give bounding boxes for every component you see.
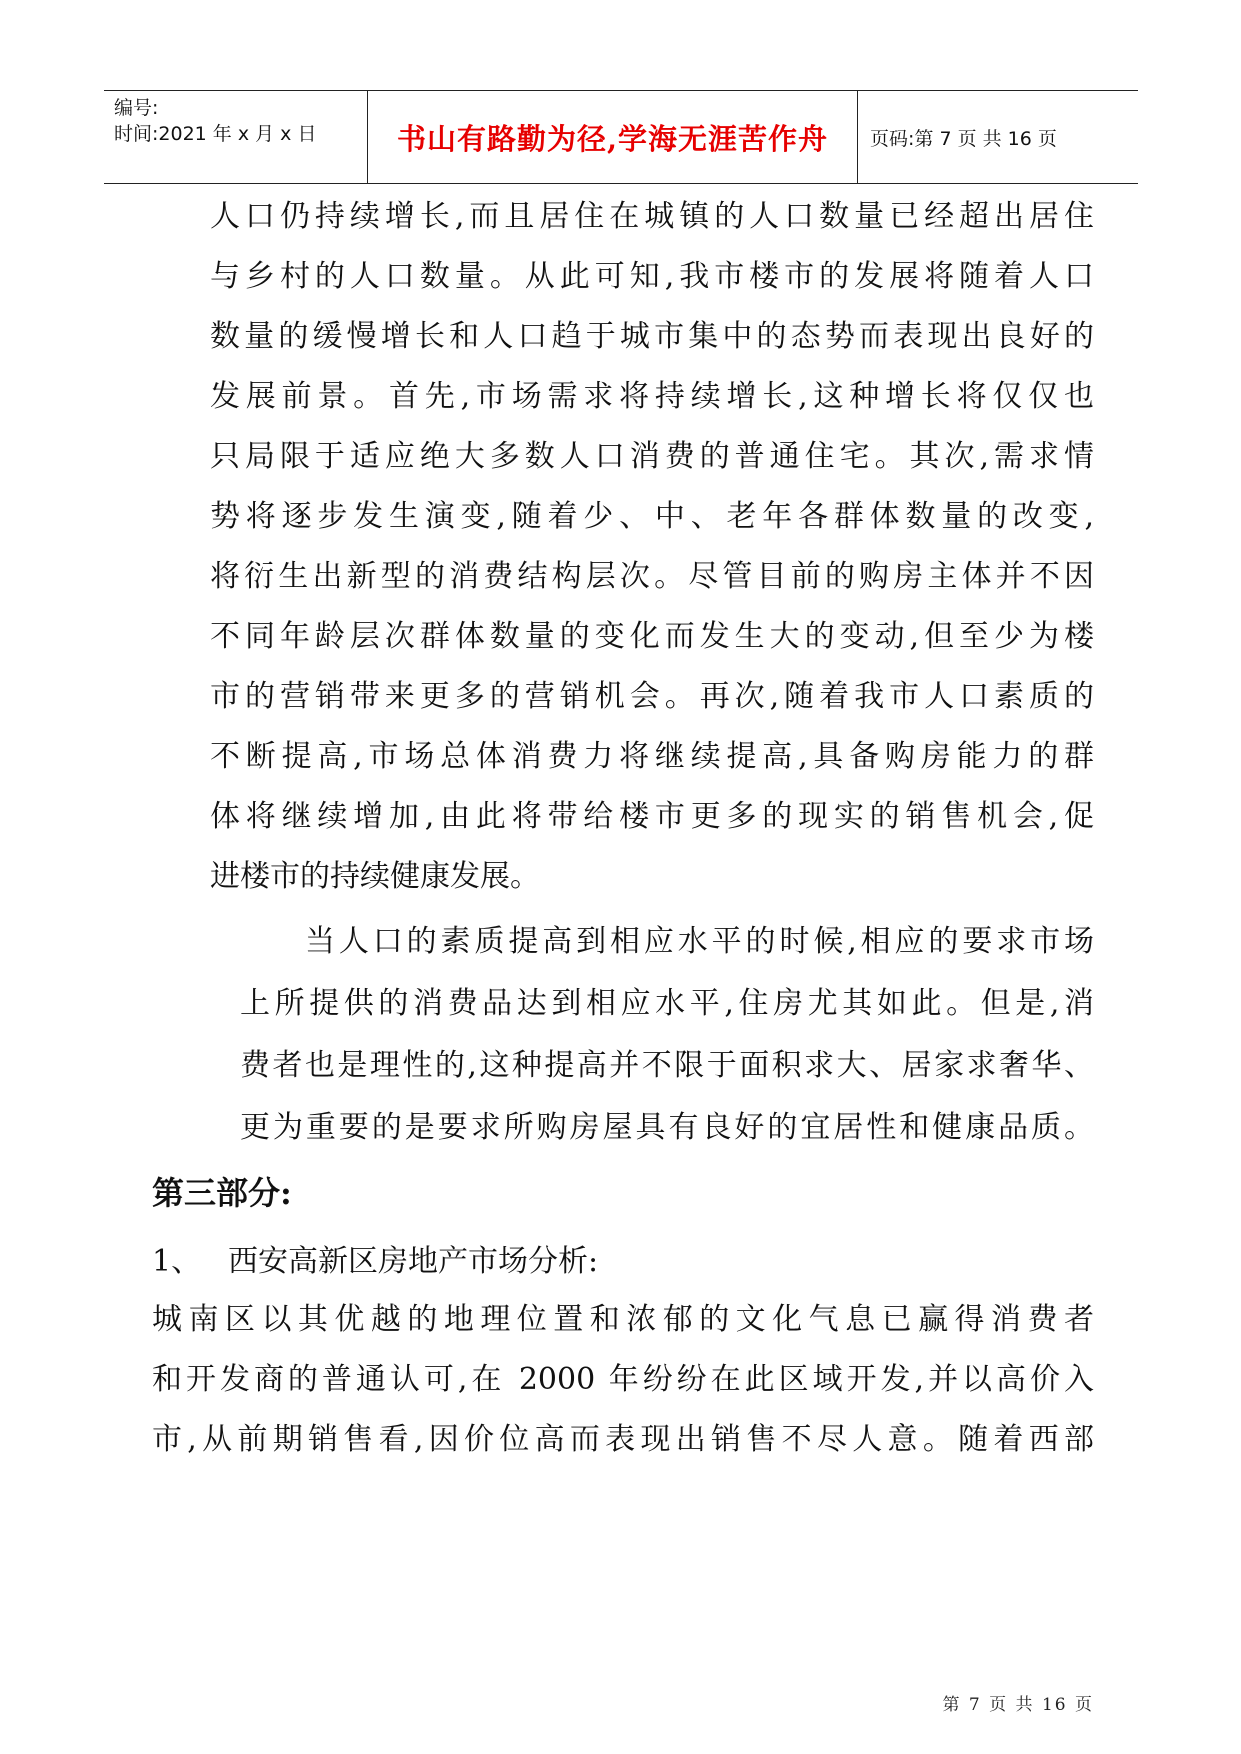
para1-line: 不同年龄层次群体数量的变化而发生大的变动,但至少为楼 (210, 619, 1094, 654)
header-page-label: 页码:第 7 页 共 16 页 (870, 127, 1057, 150)
para1-line: 只局限于适应绝大多数人口消费的普通住宅。其次,需求情 (210, 439, 1094, 474)
para1-line: 进楼市的持续健康发展。 (210, 859, 540, 894)
para1-line: 将衍生出新型的消费结构层次。尽管目前的购房主体并不因 (210, 559, 1094, 594)
para3-line: 市,从前期销售看,因价位高而表现出销售不尽人意。随着西部 (152, 1422, 1094, 1457)
para1-line: 势将逐步发生演变,随着少、中、老年各群体数量的改变, (210, 499, 1094, 534)
time-label: 时间:2021 年 x 月 x 日 (114, 123, 317, 145)
section-heading: 第三部分: (152, 1174, 292, 1212)
number-label: 编号: (114, 97, 159, 119)
page-header (104, 90, 1138, 184)
para3-line: 城南区以其优越的地理位置和浓郁的文化气息已赢得消费者 (152, 1302, 1094, 1337)
item-number: 1、 (152, 1244, 202, 1279)
para2-line: 更为重要的是要求所购房屋具有良好的宜居性和健康品质。 (240, 1110, 1094, 1145)
para1-line: 体将继续增加,由此将带给楼市更多的现实的销售机会,促 (210, 799, 1094, 834)
para2-line: 上所提供的消费品达到相应水平,住房尤其如此。但是,消 (240, 986, 1094, 1021)
list-item (152, 1236, 598, 1280)
para1-line: 市的营销带来更多的营销机会。再次,随着我市人口素质的 (210, 679, 1094, 714)
para3-line: 和开发商的普通认可,在 2000 年纷纷在此区域开发,并以高价入 (152, 1362, 1094, 1397)
item-text: 西安高新区房地产市场分析: (228, 1244, 599, 1279)
header-motto: 书山有路勤为径,学海无涯苦作舟 (368, 91, 858, 183)
header-meta (104, 91, 368, 183)
para1-line: 发展前景。首先,市场需求将持续增长,这种增长将仅仅也 (210, 379, 1094, 414)
para1-line: 数量的缓慢增长和人口趋于城市集中的态势而表现出良好的 (210, 319, 1094, 354)
para1-line: 与乡村的人口数量。从此可知,我市楼市的发展将随着人口 (210, 259, 1094, 294)
para1-line: 人口仍持续增长,而且居住在城镇的人口数量已经超出居住 (210, 199, 1094, 234)
para2-line: 费者也是理性的,这种提高并不限于面积求大、居家求奢华、 (240, 1048, 1094, 1083)
para1-line: 不断提高,市场总体消费力将继续提高,具备购房能力的群 (210, 739, 1094, 774)
para2-line: 当人口的素质提高到相应水平的时候,相应的要求市场 (305, 924, 1094, 959)
page-footer: 第 7 页 共 16 页 (942, 1695, 1094, 1715)
